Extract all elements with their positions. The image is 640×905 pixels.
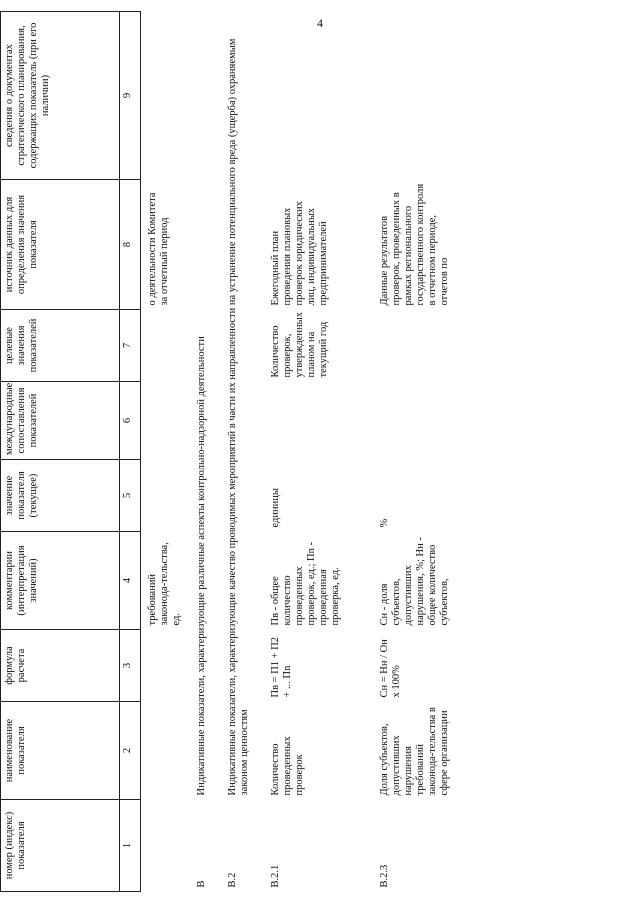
column-number: 6 xyxy=(120,382,141,460)
header-cell: источник данных для определения значения показателя xyxy=(1,180,120,310)
section-row xyxy=(190,12,221,892)
column-number: 8 xyxy=(120,180,141,310)
section-title: Индикативные показатели, характеризующие различные аспекты контрольно-надзорной деятельности xyxy=(196,336,207,796)
subsection-row xyxy=(221,12,264,892)
indicator-name: Доля субъектов, допустивших нарушения требований законода-тельства в сфере организации xyxy=(379,707,451,796)
header-cell: целевые значения показателей xyxy=(1,310,120,382)
indicators-table xyxy=(0,11,454,892)
column-number: 4 xyxy=(120,532,141,630)
section-code: В xyxy=(196,880,207,888)
header-cell: международные сопоставления показателей xyxy=(1,382,120,460)
indicator-target: Количество проверок, утвержденных планом на текущий год xyxy=(270,312,330,378)
header-cell: наименование показателя xyxy=(1,702,120,800)
page-number: 4 xyxy=(317,16,323,30)
continuation-row xyxy=(141,12,191,892)
header-cell: номер (индекс) показателя xyxy=(1,800,120,892)
indicator-value: единицы xyxy=(270,488,281,528)
header-row xyxy=(1,12,120,892)
section-title: Индикативные показатели, характеризующие качество проводимых мероприятий в части их направленности на устранение потенциального вреда (ущерба) охраняемым законом ценностям xyxy=(227,38,251,796)
indicator-formula: Сн = Нн / Он х 100% xyxy=(379,639,403,698)
indicator-source: Данные результатов проверок, проведенных в рамках регионального государственного контроля в отчетном периоде, отчетов по xyxy=(379,183,451,306)
indicator-name: Количество проведенных проверок xyxy=(270,736,306,796)
column-number: 9 xyxy=(120,12,141,180)
section-code: В.2 xyxy=(227,872,238,888)
column-number: 5 xyxy=(120,460,141,532)
table-row xyxy=(264,12,373,892)
indicator-comment: Пв - общее количество проведенных проверок, ед.; Пn - проведенная проверка, ед. xyxy=(270,541,342,626)
comment-cell: требований законода-тельства, ед. xyxy=(147,542,183,626)
indicator-code: В.2.1 xyxy=(270,864,281,888)
source-cell: о деятельности Комитета за отчетный период xyxy=(147,192,171,306)
indicator-comment: Сн - доля субъектов, допустивших нарушения, %; Нн - общее количество субъектов, xyxy=(379,537,451,626)
header-cell: формула расчета xyxy=(1,630,120,702)
header-cell: комментарии (интерпретация значений) xyxy=(1,532,120,630)
header-cell: сведения о документах стратегического планирования, содержащих показатель (при его наличии) xyxy=(1,12,120,180)
header-cell: значение показателя (текущее) xyxy=(1,460,120,532)
indicator-source: Ежегодный план проведения плановых проверок юридических лиц, индивидуальных предпринимателей xyxy=(270,201,330,306)
column-number: 7 xyxy=(120,310,141,382)
column-number: 2 xyxy=(120,702,141,800)
rotated-table-area xyxy=(0,12,640,892)
column-number: 3 xyxy=(120,630,141,702)
column-number: 1 xyxy=(120,800,141,892)
column-number-row xyxy=(120,12,141,892)
table-row xyxy=(373,12,454,892)
indicator-code: В.2.3 xyxy=(379,864,390,888)
indicator-formula: Пв = П1 + П2 + ... Пn xyxy=(270,636,294,698)
indicator-value: % xyxy=(379,518,390,528)
